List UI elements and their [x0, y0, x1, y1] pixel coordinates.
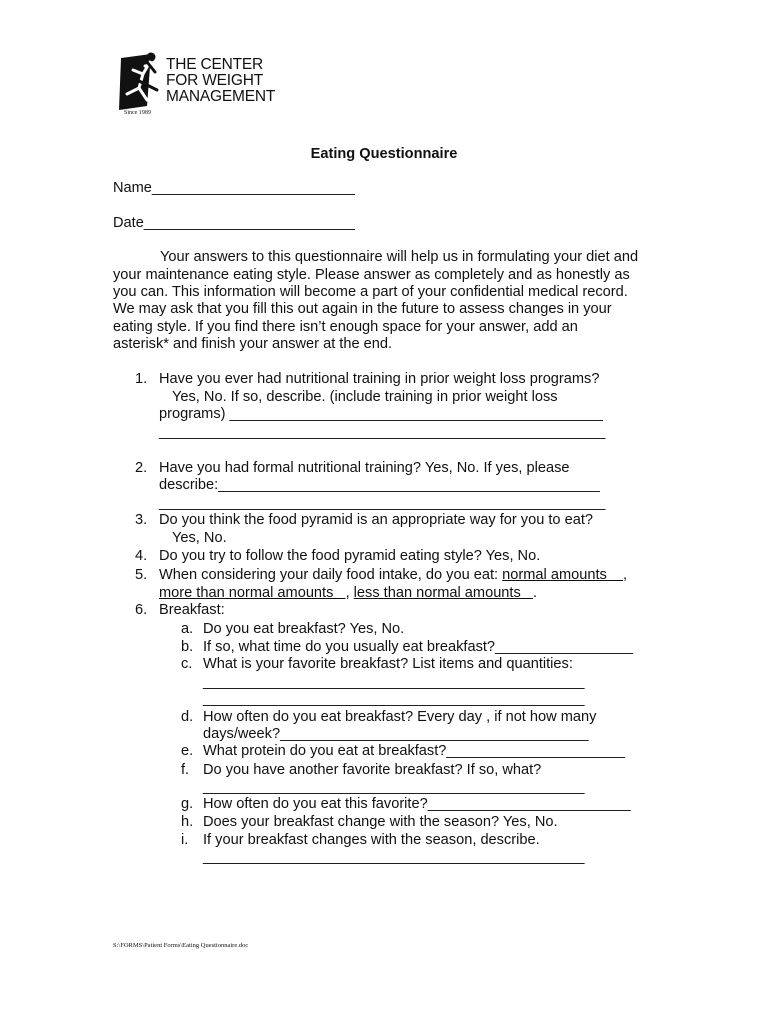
- intro-line: eating style. If you find there isn’t enough space for your answer, add an: [113, 319, 578, 335]
- runner-figure-icon: [117, 50, 163, 112]
- sub-letter: g.: [181, 796, 194, 812]
- sub-question-e[interactable]: What protein do you eat at breakfast?______________________: [203, 743, 625, 759]
- logo-line-3: MANAGEMENT: [166, 88, 276, 105]
- sub-question-i: If your breakfast changes with the season, describe.: [203, 832, 540, 848]
- option-normal-amounts[interactable]: normal amounts: [502, 567, 624, 583]
- question-number: 3.: [135, 512, 148, 528]
- answer-blank[interactable]: _______________________________________________________: [159, 495, 606, 511]
- logo-text: [166, 57, 275, 105]
- option-more-than-normal[interactable]: more than normal amounts: [159, 585, 346, 601]
- sub-question-g[interactable]: How often do you eat this favorite?_________________________: [203, 796, 631, 812]
- option-less-than-normal[interactable]: less than normal amounts: [353, 585, 533, 601]
- sub-letter: a.: [181, 621, 194, 637]
- question-number: 2.: [135, 460, 148, 476]
- sub-question-c: What is your favorite breakfast? List items and quantities:: [203, 656, 573, 672]
- yes-no-options[interactable]: Yes, No.: [172, 530, 227, 546]
- answer-blank[interactable]: _______________________________________________: [203, 674, 585, 690]
- date-field[interactable]: Date__________________________: [113, 215, 355, 231]
- question-text-span: When considering your daily food intake, do you eat:: [159, 567, 503, 583]
- question-options: [159, 584, 537, 602]
- sub-letter: d.: [181, 709, 194, 725]
- question-text: [159, 566, 627, 584]
- question-text: Breakfast:: [159, 602, 225, 618]
- sub-question-h[interactable]: Does your breakfast change with the season? Yes, No.: [203, 814, 558, 830]
- intro-line: you can. This information will become a part of your confidential medical record.: [113, 284, 628, 300]
- center-logo: [117, 50, 292, 120]
- logo-line-1: THE CENTER: [166, 56, 264, 73]
- answer-blank[interactable]: _______________________________________________: [203, 849, 585, 865]
- answer-blank[interactable]: _______________________________________________: [203, 779, 585, 795]
- sub-letter: f.: [181, 762, 190, 778]
- separator: ,: [623, 567, 628, 583]
- page-title: Eating Questionnaire: [310, 146, 458, 162]
- question-text[interactable]: Do you try to follow the food pyramid eating style? Yes, No.: [159, 548, 541, 564]
- sub-letter: h.: [181, 814, 194, 830]
- separator: ,: [345, 585, 354, 601]
- yes-no-options[interactable]: Yes, No. If so, describe. (include training in prior weight loss: [172, 389, 558, 405]
- sub-question-a[interactable]: Do you eat breakfast? Yes, No.: [203, 621, 405, 637]
- period: .: [532, 585, 537, 601]
- intro-line: Your answers to this questionnaire will help us in formulating your diet and: [160, 249, 639, 265]
- question-text: Have you had formal nutritional training? Yes, No. If yes, please: [159, 460, 570, 476]
- question-number: 1.: [135, 371, 148, 387]
- question-number: 4.: [135, 548, 148, 564]
- answer-blank[interactable]: describe:_______________________________________________: [159, 477, 600, 493]
- name-field[interactable]: Name_________________________: [113, 180, 355, 196]
- sub-question-d: How often do you eat breakfast? Every day , if not how many: [203, 709, 597, 725]
- logo-since: Since 1989: [124, 110, 151, 116]
- sub-letter: i.: [181, 832, 189, 848]
- intro-line: asterisk* and finish your answer at the end.: [113, 336, 393, 352]
- intro-line: We may ask that you fill this out again in the future to assess changes in your: [113, 301, 612, 317]
- answer-blank[interactable]: _______________________________________________: [203, 691, 585, 707]
- logo-line-2: FOR WEIGHT: [166, 72, 264, 89]
- intro-line: your maintenance eating style. Please answer as completely and as honestly as: [113, 267, 630, 283]
- sub-letter: e.: [181, 743, 194, 759]
- sub-letter: c.: [181, 656, 193, 672]
- question-number: 6.: [135, 602, 148, 618]
- sub-question-b[interactable]: If so, what time do you usually eat breakfast?_________________: [203, 639, 634, 655]
- answer-blank[interactable]: days/week?______________________________________: [203, 726, 589, 742]
- sub-question-f: Do you have another favorite breakfast? If so, what?: [203, 762, 542, 778]
- question-text: Have you ever had nutritional training in prior weight loss programs?: [159, 371, 600, 387]
- file-path-footer: S:\FORMS\Patient Forms\Eating Questionnaire.doc: [113, 942, 249, 949]
- answer-blank[interactable]: _______________________________________________________: [159, 424, 606, 440]
- answer-blank[interactable]: programs) ______________________________________________: [159, 406, 603, 422]
- question-text: Do you think the food pyramid is an appropriate way for you to eat?: [159, 512, 594, 528]
- sub-letter: b.: [181, 639, 194, 655]
- question-number: 5.: [135, 567, 148, 583]
